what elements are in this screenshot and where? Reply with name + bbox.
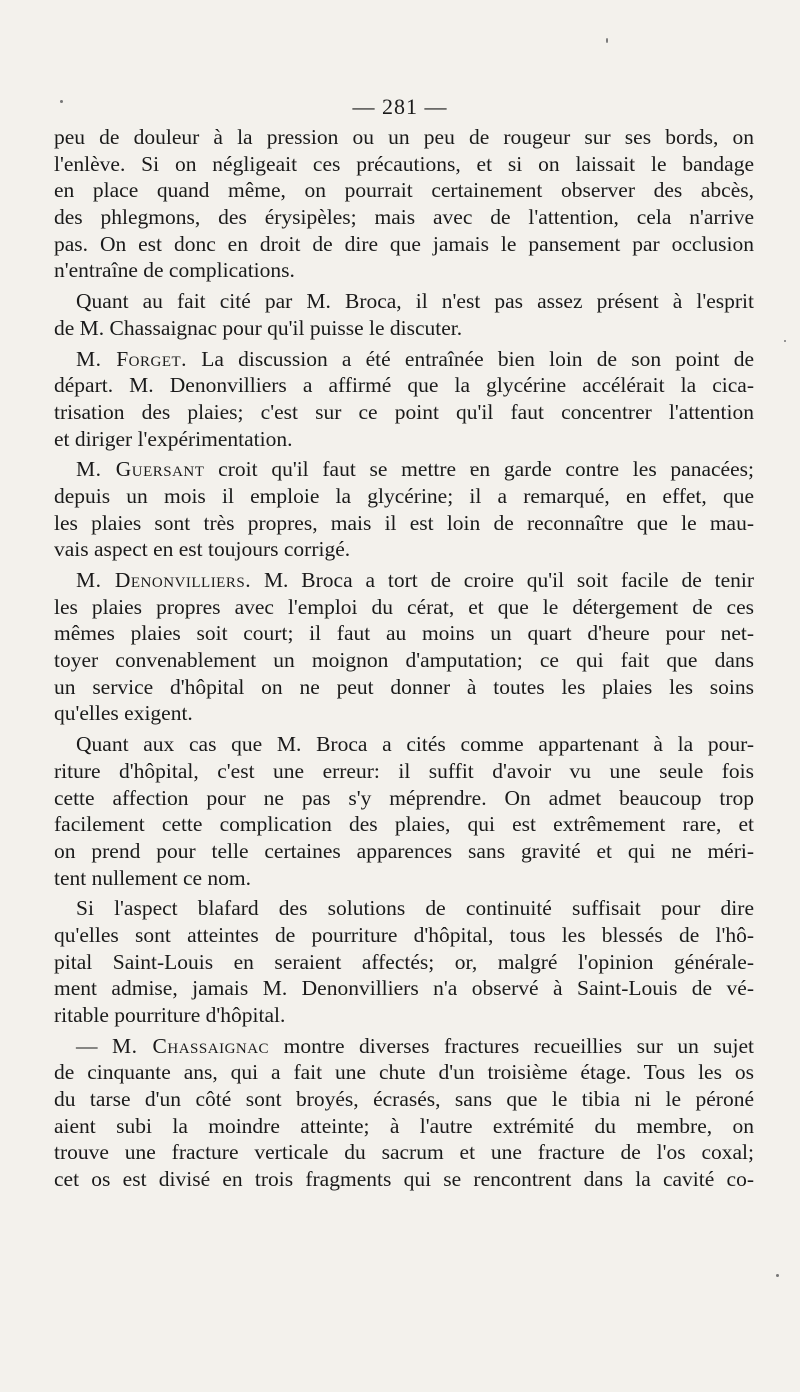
text-line: en place quand même, on pourrait certainement observer des abcès,: [54, 178, 754, 203]
paragraph-forget: [54, 346, 754, 373]
speaker-name: M. Denonvilliers.: [76, 568, 252, 592]
text-span: La discussion a été entraînée bien loin de son point de: [187, 346, 754, 371]
text-line: du tarse d'un côté sont broyés, écrasés, sans que le tibia ni le péroné: [54, 1087, 754, 1112]
text-line: facilement cette complication des plaies, qui est extrêmement rare, et: [54, 812, 754, 837]
page-number: — 281 —: [352, 94, 448, 119]
text-line: cette affection pour ne pas s'y méprendre. On admet beaucoup trop: [54, 785, 754, 810]
paragraph-chassaignac: [54, 1033, 754, 1060]
text-line: tent nullement ce nom.: [54, 865, 252, 890]
text-line: mêmes plaies soit court; il faut au moins un quart d'heure pour net-: [54, 621, 754, 646]
text-line: toyer convenablement un moignon d'amputation; ce qui fait que dans: [54, 648, 754, 673]
text-line: on prend pour telle certaines apparences sans gravité et qui ne méri-: [54, 838, 754, 863]
text-line: depuis un mois il emploie la glycérine; il a remarqué, en effet, que: [54, 483, 754, 508]
text-line: des phlegmons, des érysipèles; mais avec de l'attention, cela n'arrive: [54, 205, 754, 230]
text-line: les plaies sont très propres, mais il est loin de reconnaître que le mau-: [54, 510, 754, 535]
em-dash: —: [76, 1033, 113, 1058]
text-line: Quant aux cas que M. Broca a cités comme appartenant à la pour-: [76, 732, 754, 757]
text-line: de cinquante ans, qui a fait une chute d'un troisième étage. Tous les os: [54, 1060, 754, 1085]
text-line: peu de douleur à la pression ou un peu de rougeur sur ses bords, on: [54, 125, 754, 149]
text-span: M. Broca a tort de croire qu'il soit facile de tenir: [251, 568, 754, 592]
text-line: et diriger l'expérimentation.: [54, 426, 293, 451]
text-line: n'entraîne de complications.: [54, 258, 295, 283]
text-line: ritable pourriture d'hôpital.: [54, 1003, 286, 1027]
text-line: cet os est divisé en trois fragments qui se rencontrent dans la cavité co-: [54, 1167, 754, 1192]
ink-speck: [606, 38, 608, 43]
text-line: ment admise, jamais M. Denonvilliers n'a observé à Saint-Louis de vé-: [54, 976, 754, 1001]
speaker-name: M. Forget.: [76, 346, 188, 371]
text-line: aient subi la moindre atteinte; à l'autre extrémité du membre, on: [54, 1113, 754, 1138]
text-line: pital Saint-Louis en seraient affectés; or, malgré l'opinion générale-: [54, 949, 754, 974]
text-line: les plaies propres avec l'emploi du cérat, et que le détergement de ces: [54, 594, 754, 619]
text-line: départ. M. Denonvilliers a affirmé que la glycérine accélérait la cica-: [54, 373, 754, 398]
ink-speck: [776, 1274, 779, 1277]
paragraph-denonvilliers: [54, 567, 754, 594]
speaker-name: M. Chassaignac: [112, 1033, 270, 1058]
text-line: Si l'aspect blafard des solutions de continuité suffisait pour dire: [76, 896, 754, 921]
speaker-name: M. Guersant: [76, 457, 205, 482]
text-line: trisation des plaies; c'est sur ce point qu'il faut concentrer l'attention: [54, 399, 754, 424]
body-text: [54, 124, 754, 1193]
text-line: trouve une fracture verticale du sacrum et une fracture de l'os coxal;: [54, 1140, 754, 1165]
text-line: qu'elles exigent.: [54, 701, 193, 726]
text-line: qu'elles sont atteintes de pourriture d'hôpital, tous les blessés de l'hô-: [54, 922, 754, 947]
text-line: Quant au fait cité par M. Broca, il n'est pas assez présent à l'esprit: [76, 289, 754, 314]
text-span: croit qu'il faut se mettre en garde contre les panacées;: [204, 457, 754, 482]
text-line: riture d'hôpital, c'est une erreur: il suffit d'avoir vu une seule fois: [54, 758, 754, 783]
text-span: montre diverses fractures recueillies sur un sujet: [269, 1033, 755, 1058]
text-line: vais aspect en est toujours corrigé.: [54, 537, 351, 562]
ink-speck: [784, 340, 786, 342]
text-line: pas. On est donc en droit de dire que jamais le pansement par occlusion: [54, 231, 754, 256]
paragraph-guersant: [54, 456, 754, 483]
text-line: de M. Chassaignac pour qu'il puisse le discuter.: [54, 315, 463, 340]
text-line: un service d'hôpital on ne peut donner à toutes les plaies les soins: [54, 674, 754, 699]
text-line: l'enlève. Si on négligeait ces précautions, et si on laissait le bandage: [54, 151, 754, 176]
